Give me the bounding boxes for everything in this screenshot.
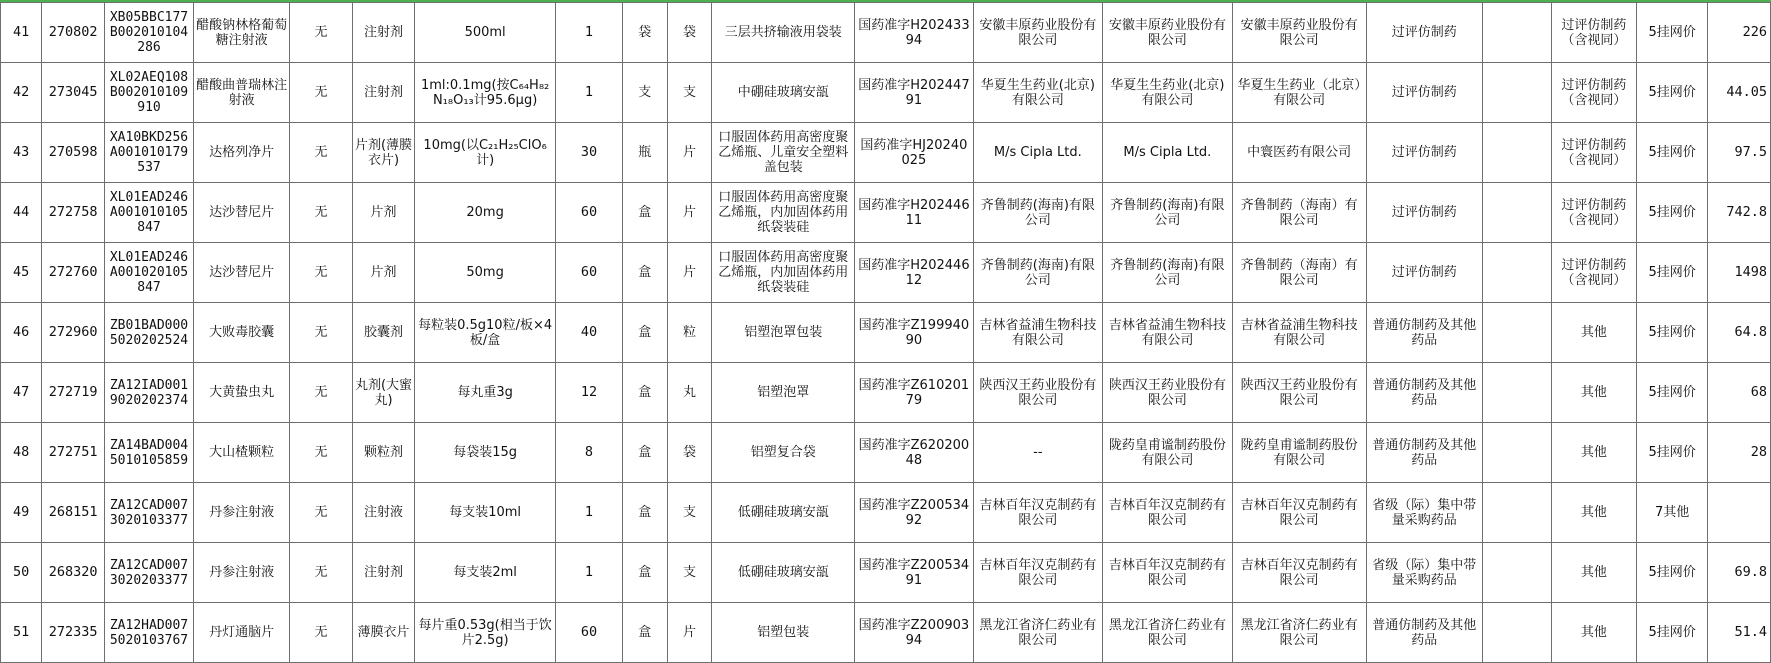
cell-manufacturer[interactable]: 齐鲁制药(海南)有限公司 — [1103, 183, 1233, 243]
cell-enterprise[interactable]: 吉林省益浦生物科技有限公司 — [1232, 303, 1366, 363]
cell-attribute[interactable]: 过评仿制药（含视同） — [1552, 3, 1637, 63]
cell-form[interactable]: 注射剂 — [352, 3, 415, 63]
cell-id[interactable]: 270598 — [42, 123, 105, 183]
cell-code[interactable]: ZA12IAD0019020202374 — [104, 363, 193, 423]
cell-min-unit[interactable]: 袋 — [667, 423, 712, 483]
cell-qty[interactable]: 1 — [555, 63, 622, 123]
cell-unit[interactable]: 袋 — [622, 3, 667, 63]
cell-holder[interactable]: 吉林百年汉克制药有限公司 — [973, 483, 1103, 543]
cell-manufacturer[interactable]: 吉林省益浦生物科技有限公司 — [1103, 303, 1233, 363]
cell-attribute[interactable]: 过评仿制药（含视同） — [1552, 123, 1637, 183]
cell-form[interactable]: 片剂 — [352, 243, 415, 303]
cell-unit[interactable]: 盒 — [622, 423, 667, 483]
table-row — [1, 183, 1771, 243]
cell-price-method[interactable]: 5挂网价 — [1636, 363, 1707, 423]
cell-price-method[interactable]: 5挂网价 — [1636, 243, 1707, 303]
cell-price[interactable]: 226 — [1708, 3, 1771, 63]
cell-approval[interactable]: 国药准字H20244791 — [855, 63, 973, 123]
cell-empty[interactable] — [1482, 543, 1551, 603]
cell-price-method[interactable]: 5挂网价 — [1636, 603, 1707, 663]
cell-category[interactable]: 普通仿制药及其他药品 — [1366, 423, 1482, 483]
cell-seq[interactable]: 43 — [1, 123, 42, 183]
cell-empty[interactable] — [1482, 183, 1551, 243]
cell-code[interactable]: XB05BBC177B002010104286 — [104, 3, 193, 63]
cell-flag[interactable]: 无 — [290, 483, 353, 543]
cell-attribute[interactable]: 过评仿制药（含视同） — [1552, 63, 1637, 123]
cell-package[interactable]: 铝塑包装 — [712, 603, 855, 663]
cell-id[interactable]: 272760 — [42, 243, 105, 303]
cell-manufacturer[interactable]: M/s Cipla Ltd. — [1103, 123, 1233, 183]
cell-code[interactable]: ZA14BAD0045010105859 — [104, 423, 193, 483]
cell-manufacturer[interactable]: 黑龙江省济仁药业有限公司 — [1103, 603, 1233, 663]
cell-manufacturer[interactable]: 陕西汉王药业股份有限公司 — [1103, 363, 1233, 423]
cell-category[interactable]: 普通仿制药及其他药品 — [1366, 603, 1482, 663]
cell-empty[interactable] — [1482, 483, 1551, 543]
cell-price-method[interactable]: 5挂网价 — [1636, 183, 1707, 243]
cell-qty[interactable]: 60 — [555, 183, 622, 243]
cell-approval[interactable]: 国药准字Z20090394 — [855, 603, 973, 663]
cell-qty[interactable]: 30 — [555, 123, 622, 183]
cell-manufacturer[interactable]: 吉林百年汉克制药有限公司 — [1103, 483, 1233, 543]
cell-category[interactable]: 普通仿制药及其他药品 — [1366, 363, 1482, 423]
cell-price-method[interactable]: 5挂网价 — [1636, 63, 1707, 123]
cell-manufacturer[interactable]: 华夏生生药业(北京)有限公司 — [1103, 63, 1233, 123]
cell-price[interactable]: 69.8 — [1708, 543, 1771, 603]
cell-attribute[interactable]: 其他 — [1552, 543, 1637, 603]
cell-attribute[interactable]: 其他 — [1552, 303, 1637, 363]
cell-code[interactable]: XL02AEQ108B002010109910 — [104, 63, 193, 123]
cell-code[interactable]: XA10BKD256A001010179537 — [104, 123, 193, 183]
cell-seq[interactable]: 50 — [1, 543, 42, 603]
cell-id[interactable]: 272960 — [42, 303, 105, 363]
cell-holder[interactable]: 齐鲁制药(海南)有限公司 — [973, 183, 1103, 243]
cell-seq[interactable]: 49 — [1, 483, 42, 543]
cell-id[interactable]: 272758 — [42, 183, 105, 243]
cell-min-unit[interactable]: 片 — [667, 183, 712, 243]
cell-package[interactable]: 低硼硅玻璃安瓿 — [712, 483, 855, 543]
cell-unit[interactable]: 盒 — [622, 183, 667, 243]
cell-enterprise[interactable]: 齐鲁制药（海南）有限公司 — [1232, 243, 1366, 303]
cell-spec[interactable]: 500ml — [415, 3, 556, 63]
cell-enterprise[interactable]: 安徽丰原药业股份有限公司 — [1232, 3, 1366, 63]
table-row — [1, 123, 1771, 183]
cell-min-unit[interactable]: 支 — [667, 483, 712, 543]
cell-category[interactable]: 过评仿制药 — [1366, 183, 1482, 243]
cell-id[interactable]: 272751 — [42, 423, 105, 483]
cell-attribute[interactable]: 其他 — [1552, 483, 1637, 543]
cell-min-unit[interactable]: 片 — [667, 243, 712, 303]
cell-code[interactable]: ZA12CAD0073020103377 — [104, 483, 193, 543]
cell-holder[interactable]: M/s Cipla Ltd. — [973, 123, 1103, 183]
cell-name[interactable]: 丹参注射液 — [194, 483, 290, 543]
cell-unit[interactable]: 支 — [622, 63, 667, 123]
cell-code[interactable]: XL01EAD246A001020105847 — [104, 243, 193, 303]
cell-seq[interactable]: 47 — [1, 363, 42, 423]
cell-name[interactable]: 达沙替尼片 — [194, 183, 290, 243]
cell-package[interactable]: 铝塑泡罩 — [712, 363, 855, 423]
cell-price-method[interactable]: 5挂网价 — [1636, 123, 1707, 183]
cell-approval[interactable]: 国药准字Z20053492 — [855, 483, 973, 543]
cell-category[interactable]: 过评仿制药 — [1366, 123, 1482, 183]
cell-flag[interactable]: 无 — [290, 423, 353, 483]
cell-package[interactable]: 铝塑复合袋 — [712, 423, 855, 483]
cell-form[interactable]: 片剂(薄膜衣片) — [352, 123, 415, 183]
cell-name[interactable]: 丹灯通脑片 — [194, 603, 290, 663]
cell-empty[interactable] — [1482, 423, 1551, 483]
cell-holder[interactable]: 安徽丰原药业股份有限公司 — [973, 3, 1103, 63]
cell-enterprise[interactable]: 吉林百年汉克制药有限公司 — [1232, 483, 1366, 543]
cell-attribute[interactable]: 其他 — [1552, 363, 1637, 423]
cell-holder[interactable]: 齐鲁制药(海南)有限公司 — [973, 243, 1103, 303]
cell-qty[interactable]: 60 — [555, 243, 622, 303]
cell-package[interactable]: 铝塑泡罩包装 — [712, 303, 855, 363]
cell-flag[interactable]: 无 — [290, 303, 353, 363]
cell-spec[interactable]: 每丸重3g — [415, 363, 556, 423]
table-row — [1, 483, 1771, 543]
cell-holder[interactable]: 吉林百年汉克制药有限公司 — [973, 543, 1103, 603]
cell-price[interactable]: 51.4 — [1708, 603, 1771, 663]
cell-enterprise[interactable]: 华夏生生药业（北京）有限公司 — [1232, 63, 1366, 123]
cell-min-unit[interactable]: 支 — [667, 543, 712, 603]
cell-id[interactable]: 268320 — [42, 543, 105, 603]
cell-min-unit[interactable]: 片 — [667, 603, 712, 663]
cell-spec[interactable]: 50mg — [415, 243, 556, 303]
cell-empty[interactable] — [1482, 303, 1551, 363]
cell-spec[interactable]: 每支装2ml — [415, 543, 556, 603]
cell-seq[interactable]: 45 — [1, 243, 42, 303]
cell-unit[interactable]: 盒 — [622, 303, 667, 363]
cell-price[interactable]: 28 — [1708, 423, 1771, 483]
cell-seq[interactable]: 42 — [1, 63, 42, 123]
cell-code[interactable]: ZB01BAD0005020202524 — [104, 303, 193, 363]
table-row — [1, 423, 1771, 483]
cell-approval[interactable]: 国药准字Z62020048 — [855, 423, 973, 483]
cell-name[interactable]: 醋酸钠林格葡萄糖注射液 — [194, 3, 290, 63]
cell-enterprise[interactable]: 陕西汉王药业股份有限公司 — [1232, 363, 1366, 423]
cell-seq[interactable]: 48 — [1, 423, 42, 483]
cell-attribute[interactable]: 过评仿制药（含视同） — [1552, 243, 1637, 303]
cell-approval[interactable]: 国药准字H20243394 — [855, 3, 973, 63]
cell-form[interactable]: 薄膜衣片 — [352, 603, 415, 663]
cell-name[interactable]: 达格列净片 — [194, 123, 290, 183]
cell-price[interactable] — [1708, 483, 1771, 543]
cell-spec[interactable]: 每粒装0.5g10粒/板×4板/盒 — [415, 303, 556, 363]
cell-form[interactable]: 注射剂 — [352, 63, 415, 123]
cell-seq[interactable]: 46 — [1, 303, 42, 363]
cell-price-method[interactable]: 5挂网价 — [1636, 3, 1707, 63]
cell-category[interactable]: 普通仿制药及其他药品 — [1366, 303, 1482, 363]
cell-unit[interactable]: 盒 — [622, 603, 667, 663]
cell-price[interactable]: 44.05 — [1708, 63, 1771, 123]
cell-unit[interactable]: 盒 — [622, 243, 667, 303]
table-row — [1, 3, 1771, 63]
cell-price[interactable]: 742.8 — [1708, 183, 1771, 243]
cell-spec[interactable]: 每支装10ml — [415, 483, 556, 543]
cell-min-unit[interactable]: 袋 — [667, 3, 712, 63]
cell-package[interactable]: 低硼硅玻璃安瓿 — [712, 543, 855, 603]
cell-flag[interactable]: 无 — [290, 543, 353, 603]
cell-enterprise[interactable]: 中寰医药有限公司 — [1232, 123, 1366, 183]
cell-empty[interactable] — [1482, 63, 1551, 123]
cell-name[interactable]: 大黄蛰虫丸 — [194, 363, 290, 423]
cell-name[interactable]: 大山楂颗粒 — [194, 423, 290, 483]
cell-qty[interactable]: 1 — [555, 543, 622, 603]
cell-qty[interactable]: 1 — [555, 483, 622, 543]
cell-empty[interactable] — [1482, 123, 1551, 183]
table-row — [1, 243, 1771, 303]
cell-enterprise[interactable]: 吉林百年汉克制药有限公司 — [1232, 543, 1366, 603]
cell-flag[interactable]: 无 — [290, 603, 353, 663]
table-row — [1, 303, 1771, 363]
cell-id[interactable]: 270802 — [42, 3, 105, 63]
cell-seq[interactable]: 41 — [1, 3, 42, 63]
cell-seq[interactable]: 44 — [1, 183, 42, 243]
cell-manufacturer[interactable]: 陇药皇甫谧制药股份有限公司 — [1103, 423, 1233, 483]
cell-flag[interactable]: 无 — [290, 123, 353, 183]
cell-enterprise[interactable]: 黑龙江省济仁药业有限公司 — [1232, 603, 1366, 663]
cell-flag[interactable]: 无 — [290, 183, 353, 243]
cell-approval[interactable]: 国药准字Z20053491 — [855, 543, 973, 603]
cell-unit[interactable]: 瓶 — [622, 123, 667, 183]
cell-price-method[interactable]: 7其他 — [1636, 483, 1707, 543]
cell-price[interactable]: 64.8 — [1708, 303, 1771, 363]
cell-min-unit[interactable]: 支 — [667, 63, 712, 123]
cell-min-unit[interactable]: 片 — [667, 123, 712, 183]
cell-holder[interactable]: 华夏生生药业(北京)有限公司 — [973, 63, 1103, 123]
cell-approval[interactable]: 国药准字H20244611 — [855, 183, 973, 243]
cell-price[interactable]: 1498 — [1708, 243, 1771, 303]
cell-code[interactable]: XL01EAD246A001010105847 — [104, 183, 193, 243]
cell-category[interactable]: 省级（际）集中带量采购药品 — [1366, 543, 1482, 603]
cell-id[interactable]: 272719 — [42, 363, 105, 423]
cell-price[interactable]: 97.5 — [1708, 123, 1771, 183]
cell-empty[interactable] — [1482, 243, 1551, 303]
cell-unit[interactable]: 盒 — [622, 483, 667, 543]
cell-holder[interactable]: -- — [973, 423, 1103, 483]
cell-form[interactable]: 片剂 — [352, 183, 415, 243]
cell-qty[interactable]: 1 — [555, 3, 622, 63]
cell-form[interactable]: 注射剂 — [352, 543, 415, 603]
cell-holder[interactable]: 黑龙江省济仁药业有限公司 — [973, 603, 1103, 663]
cell-spec[interactable]: 每袋装15g — [415, 423, 556, 483]
cell-flag[interactable]: 无 — [290, 243, 353, 303]
cell-empty[interactable] — [1482, 3, 1551, 63]
cell-qty[interactable]: 12 — [555, 363, 622, 423]
cell-approval[interactable]: 国药准字H20244612 — [855, 243, 973, 303]
cell-unit[interactable]: 盒 — [622, 543, 667, 603]
cell-package[interactable]: 中硼硅玻璃安瓿 — [712, 63, 855, 123]
cell-qty[interactable]: 8 — [555, 423, 622, 483]
cell-id[interactable]: 272335 — [42, 603, 105, 663]
cell-manufacturer[interactable]: 吉林百年汉克制药有限公司 — [1103, 543, 1233, 603]
table-row — [1, 363, 1771, 423]
cell-enterprise[interactable]: 陇药皇甫谧制药股份有限公司 — [1232, 423, 1366, 483]
cell-package[interactable]: 口服固体药用高密度聚乙烯瓶，内加固体药用纸袋装硅 — [712, 183, 855, 243]
table-body — [1, 3, 1771, 663]
cell-enterprise[interactable]: 齐鲁制药（海南）有限公司 — [1232, 183, 1366, 243]
cell-flag[interactable]: 无 — [290, 63, 353, 123]
cell-code[interactable]: ZA12HAD0075020103767 — [104, 603, 193, 663]
cell-spec[interactable]: 1ml:0.1mg(按C₆₄H₈₂N₁₈O₁₃计95.6μg) — [415, 63, 556, 123]
cell-name[interactable]: 丹参注射液 — [194, 543, 290, 603]
cell-name[interactable]: 醋酸曲普瑞林注射液 — [194, 63, 290, 123]
cell-qty[interactable]: 40 — [555, 303, 622, 363]
cell-price-method[interactable]: 5挂网价 — [1636, 303, 1707, 363]
cell-empty[interactable] — [1482, 603, 1551, 663]
cell-category[interactable]: 省级（际）集中带量采购药品 — [1366, 483, 1482, 543]
cell-approval[interactable]: 国药准字Z61020179 — [855, 363, 973, 423]
cell-flag[interactable]: 无 — [290, 3, 353, 63]
table-row — [1, 603, 1771, 663]
cell-manufacturer[interactable]: 齐鲁制药(海南)有限公司 — [1103, 243, 1233, 303]
table-row — [1, 543, 1771, 603]
cell-code[interactable]: ZA12CAD0073020203377 — [104, 543, 193, 603]
cell-category[interactable]: 过评仿制药 — [1366, 63, 1482, 123]
cell-approval[interactable]: 国药准字Z19994090 — [855, 303, 973, 363]
cell-package[interactable]: 三层共挤输液用袋装 — [712, 3, 855, 63]
cell-manufacturer[interactable]: 安徽丰原药业股份有限公司 — [1103, 3, 1233, 63]
drug-listing-table — [0, 2, 1771, 663]
cell-price-method[interactable]: 5挂网价 — [1636, 423, 1707, 483]
cell-spec[interactable]: 每片重0.53g(相当于饮片2.5g) — [415, 603, 556, 663]
cell-id[interactable]: 268151 — [42, 483, 105, 543]
cell-spec[interactable]: 20mg — [415, 183, 556, 243]
cell-category[interactable]: 过评仿制药 — [1366, 243, 1482, 303]
cell-package[interactable]: 口服固体药用高密度聚乙烯瓶、儿童安全塑料盖包装 — [712, 123, 855, 183]
cell-price-method[interactable]: 5挂网价 — [1636, 543, 1707, 603]
cell-price[interactable]: 68 — [1708, 363, 1771, 423]
cell-flag[interactable]: 无 — [290, 363, 353, 423]
cell-form[interactable]: 胶囊剂 — [352, 303, 415, 363]
cell-form[interactable]: 注射液 — [352, 483, 415, 543]
cell-name[interactable]: 大败毒胶囊 — [194, 303, 290, 363]
cell-name[interactable]: 达沙替尼片 — [194, 243, 290, 303]
cell-attribute[interactable]: 其他 — [1552, 603, 1637, 663]
cell-empty[interactable] — [1482, 363, 1551, 423]
cell-seq[interactable]: 51 — [1, 603, 42, 663]
cell-attribute[interactable]: 过评仿制药（含视同） — [1552, 183, 1637, 243]
cell-min-unit[interactable]: 粒 — [667, 303, 712, 363]
cell-form[interactable]: 颗粒剂 — [352, 423, 415, 483]
cell-package[interactable]: 口服固体药用高密度聚乙烯瓶，内加固体药用纸袋装硅 — [712, 243, 855, 303]
cell-category[interactable]: 过评仿制药 — [1366, 3, 1482, 63]
cell-qty[interactable]: 60 — [555, 603, 622, 663]
cell-attribute[interactable]: 其他 — [1552, 423, 1637, 483]
cell-min-unit[interactable]: 丸 — [667, 363, 712, 423]
cell-unit[interactable]: 盒 — [622, 363, 667, 423]
cell-approval[interactable]: 国药准字HJ20240025 — [855, 123, 973, 183]
cell-id[interactable]: 273045 — [42, 63, 105, 123]
cell-holder[interactable]: 陕西汉王药业股份有限公司 — [973, 363, 1103, 423]
cell-holder[interactable]: 吉林省益浦生物科技有限公司 — [973, 303, 1103, 363]
cell-spec[interactable]: 10mg(以C₂₁H₂₅ClO₆计) — [415, 123, 556, 183]
cell-form[interactable]: 丸剂(大蜜丸) — [352, 363, 415, 423]
table-row — [1, 63, 1771, 123]
